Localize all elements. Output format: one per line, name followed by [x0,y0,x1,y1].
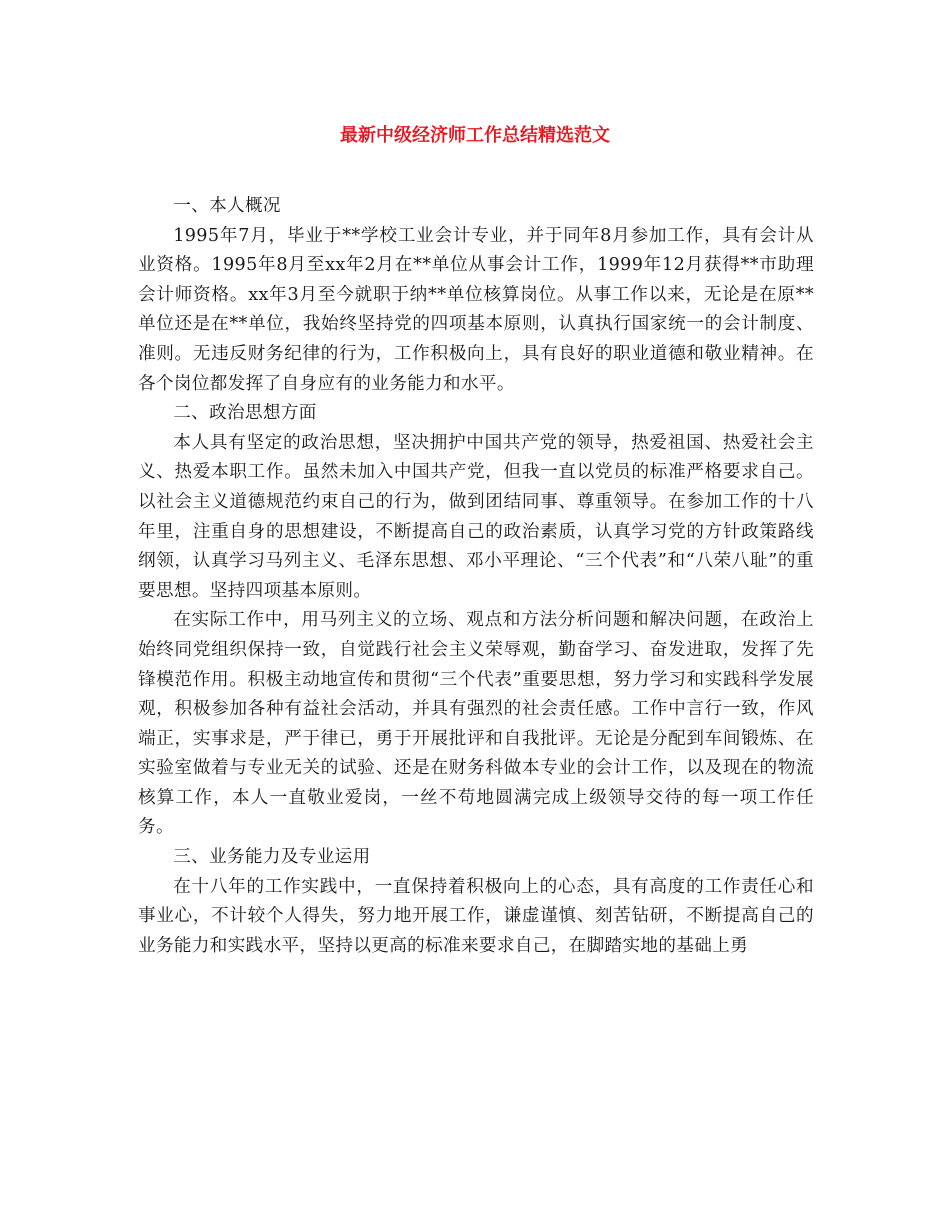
body-paragraph: 本人具有坚定的政治思想，坚决拥护中国共产党的领导，热爱祖国、热爱社会主义、热爱本职工作。虽然未加入中国共产党，但我一直以党员的标准严格要求自己。以社会主义道德规范约束自己的行为，做到团结同事、尊重领导。在参加工作的十八年里，注重自身的思想建设，不断提高自己的政治素质，认真学习党的方针政策路线纲领，认真学习马列主义、毛泽东思想、邓小平理论、“三个代表”和“八荣八耻”的重要思想。坚持四项基本原则。 [138,432,814,601]
section-heading: 二、政治思想方面 [173,403,317,424]
body-paragraph: 在十八年的工作实践中，一直保持着积极向上的心态，具有高度的工作责任心和事业心，不计较个人得失，努力地开展工作，谦虚谨慎、刻苦钻研，不断提高自己的业务能力和实践水平，坚持以更高的标准来要求自己，在脚踏实地的基础上勇 [138,876,814,956]
body-paragraph: 1995年7月，毕业于**学校工业会计专业，并于同年8月参加工作，具有会计从业资格。1995年8月至xx年2月在**单位从事会计工作，1999年12月获得**市助理会计师资格。xx年3月至今就职于纳**单位核算岗位。从事工作以来，无论是在原**单位还是在**单位，我始终坚持党的四项基本原则，认真执行国家统一的会计制度、准则。无违反财务纪律的行为，工作积极向上，具有良好的职业道德和敬业精神。在各个岗位都发挥了自身应有的业务能力和水平。 [138,225,814,394]
document-body [138,192,814,961]
section-heading: 三、业务能力及专业运用 [173,847,371,868]
document-title: 最新中级经济师工作总结精选范文 [340,125,610,146]
section-heading: 一、本人概况 [173,196,281,216]
body-paragraph: 在实际工作中，用马列主义的立场、观点和方法分析问题和解决问题，在政治上始终同党组织保持一致，自觉践行社会主义荣辱观，勤奋学习、奋发进取，发挥了先锋模范作用。积极主动地宣传和贯彻“三个代表”重要思想，努力学习和实践科学发展观，积极参加各种有益社会活动，并具有强烈的社会责任感。工作中言行一致，作风端正，实事求是，严于律已，勇于开展批评和自我批评。无论是分配到车间锻炼、在实验室做着与专业无关的试验、还是在财务科做本专业的会计工作，以及现在的物流核算工作，本人一直敬业爱岗，一丝不苟地圆满完成上级领导交待的每一项工作任务。 [138,610,814,838]
